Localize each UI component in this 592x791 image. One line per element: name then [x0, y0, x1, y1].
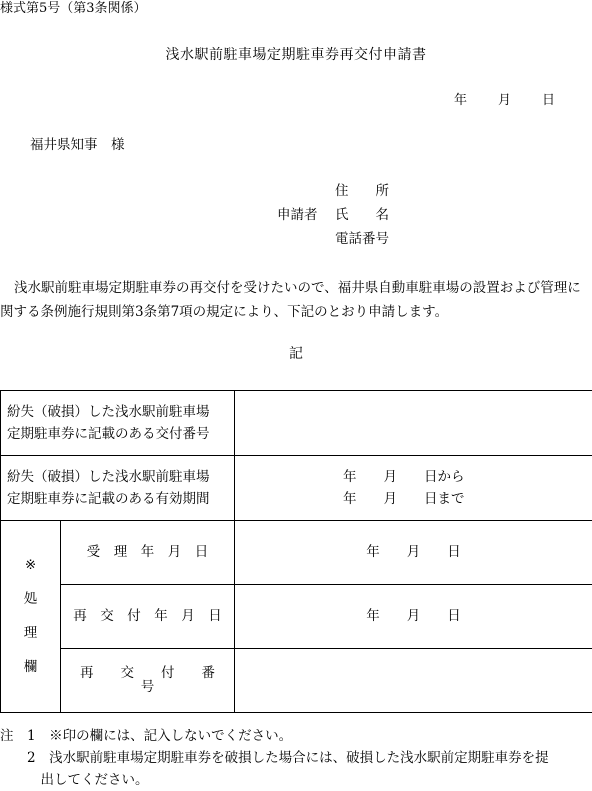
table-row-issue-number [1, 391, 592, 456]
processing-char-1: 処 [1, 583, 60, 617]
notes [0, 725, 549, 791]
validity-label [1, 456, 235, 521]
table-row-reissue-number [1, 649, 592, 713]
date-year: 年 [454, 94, 467, 107]
validity-label-line2: 定期駐車券に記載のある有効期間 [7, 488, 234, 510]
receipt-date-field[interactable]: 年 月 日 [235, 521, 592, 585]
issue-number-label [1, 391, 235, 456]
reissue-number-label: 再 交 付 番 号 [61, 649, 235, 713]
table-row-validity [1, 456, 592, 521]
note-2-cont: 出してください。 [0, 769, 549, 791]
processing-column [1, 521, 61, 713]
validity-from: 年 月 日から [343, 466, 592, 488]
validity-field[interactable] [235, 456, 592, 521]
reissue-date-field[interactable]: 年 月 日 [235, 585, 592, 649]
applicant-label: 申請者 [277, 209, 318, 223]
table-row-reissue-date [1, 585, 592, 649]
receipt-date-label: 受 理 年 月 日 [61, 521, 235, 585]
body-paragraph: 浅水駅前駐車場定期駐車券の再交付を受けたいので、福井県自動車駐車場の設置および管理に関する条例施行規則第3条第7項の規定により、下記のとおり申請します。 [0, 276, 592, 324]
date-day: 日 [542, 94, 555, 107]
form-number: 様式第5号（第3条関係） [0, 2, 147, 15]
issue-number-label-line1: 紛失（破損）した浅水駅前駐車場 [7, 401, 234, 423]
applicant-name-label: 氏 名 [335, 209, 389, 223]
applicant-address-label: 住 所 [335, 185, 389, 199]
page-title: 浅水駅前駐車場定期駐車券再交付申請書 [0, 48, 592, 62]
ki-heading: 記 [0, 347, 592, 361]
reissue-date-label: 再 交 付 年 月 日 [61, 585, 235, 649]
issue-number-label-line2: 定期駐車券に記載のある交付番号 [7, 423, 234, 445]
note-2: 2 浅水駅前駐車場定期駐車券を破損した場合には、破損した浅水駅前定期駐車券を提 [0, 747, 549, 769]
table-row-receipt-date [1, 521, 592, 585]
date-month: 月 [498, 94, 511, 107]
validity-label-line1: 紛失（破損）した浅水駅前駐車場 [7, 466, 234, 488]
processing-char-3: 欄 [1, 651, 60, 685]
processing-mark: ※ [1, 549, 60, 583]
applicant-phone-label: 電話番号 [335, 233, 389, 247]
addressee: 福井県知事 様 [30, 139, 125, 153]
issue-number-field[interactable] [235, 391, 592, 456]
note-1: 注 1 ※印の欄には、記入しないでください。 [0, 725, 549, 747]
validity-to: 年 月 日まで [343, 488, 592, 510]
application-table [0, 390, 592, 713]
processing-char-2: 理 [1, 617, 60, 651]
reissue-number-field[interactable] [235, 649, 592, 713]
